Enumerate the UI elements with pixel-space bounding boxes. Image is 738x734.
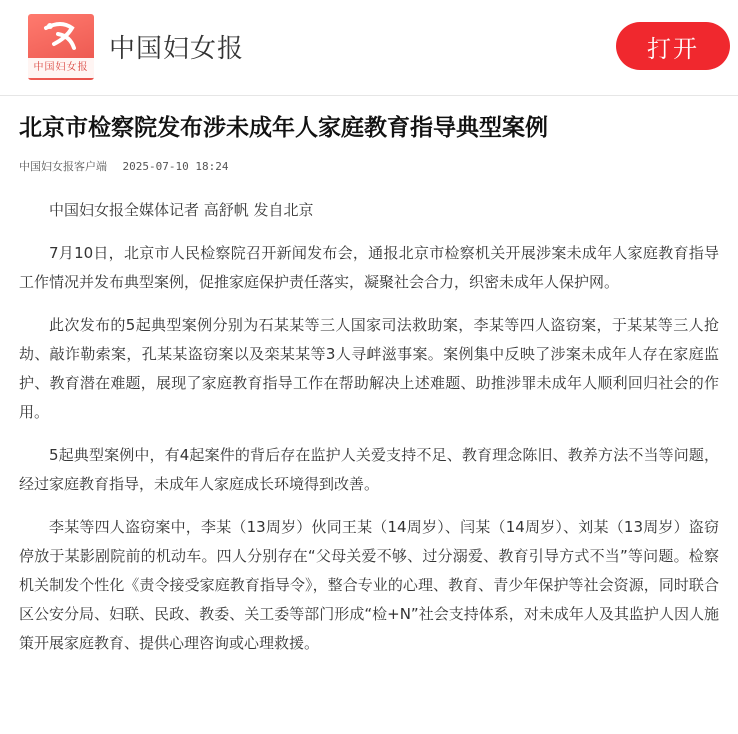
open-app-button[interactable]: 打开 (616, 22, 730, 70)
article-title: 北京市检察院发布涉未成年人家庭教育指导典型案例 (19, 115, 548, 141)
article-paragraph: 李某等四人盗窃案中，李某（13周岁）伙同王某（14周岁）、闫某（14周岁）、刘某（13周岁）盗窃停放于某影剧院前的机动车。四人分别存在“父母关爱不够、过分溺爱、教育引导方式不当”等问题。检察机关制发个性化《责令接受家庭教育指导令》，整合专业的心理、教育、青少年保护等社会资源，同时联合区公安分局、妇联、民政、教委、关工委等部门形成“检+N”社会支持体系，对未成年人及其监护人因人施策开展家庭教育、提供心理咨询或心理救援。 (19, 518, 719, 652)
brand-logo[interactable] (28, 14, 94, 80)
article-paragraph: 中国妇女报全媒体记者 高舒帆 发自北京 (49, 201, 314, 219)
article-source: 中国妇女报客户端 (19, 160, 107, 173)
article-paragraph: 5起典型案例中，有4起案件的背后存在监护人关爱支持不足、教育理念陈旧、教养方法不当等问题，经过家庭教育指导，未成年人家庭成长环境得到改善。 (19, 446, 719, 493)
app-header (0, 0, 738, 96)
article-paragraph: 7月10日，北京市人民检察院召开新闻发布会，通报北京市检察机关开展涉案未成年人家庭教育指导工作情况并发布典型案例，促推家庭保护责任落实，凝聚社会合力，织密未成年人保护网。 (19, 244, 719, 291)
article-paragraph: 此次发布的5起典型案例分别为石某某等三人国家司法救助案，李某等四人盗窃案，于某某等三人抢劫、敲诈勒索案，孔某某盗窃案以及栾某某等3人寻衅滋事案。案例集中反映了涉案未成年人存在家庭监护、教育潜在难题，展现了家庭教育指导工作在帮助解决上述难题、助推涉罪未成年人顺利回归社会的作用。 (19, 316, 719, 421)
brand-logo-mark-icon (28, 14, 94, 58)
brand-name: 中国妇女报 (109, 34, 245, 64)
brand-logo-text: 中国妇女报 (28, 58, 94, 78)
article (0, 112, 738, 658)
article-meta (19, 158, 719, 174)
article-datetime: 2025-07-10 18:24 (122, 160, 229, 173)
